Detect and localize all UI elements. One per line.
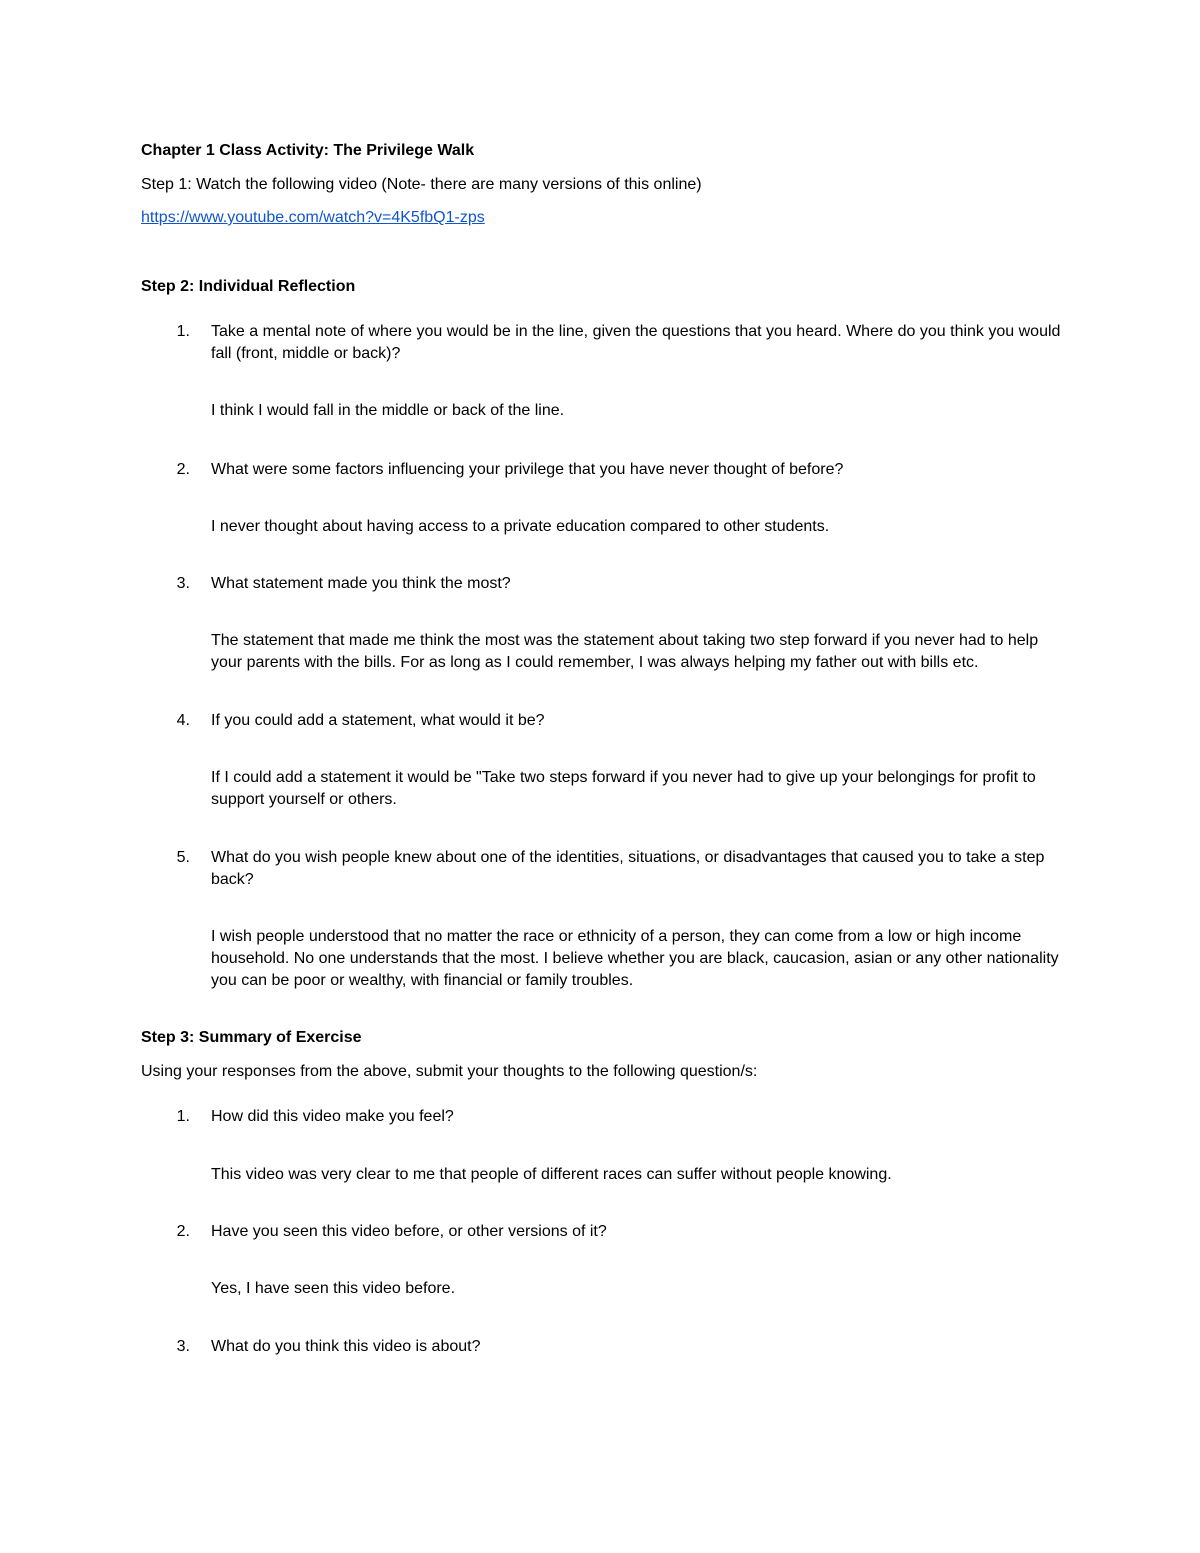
list-number: 5. [176, 849, 190, 866]
list-number: 2. [176, 1223, 190, 1240]
list-number: 1. [176, 1108, 190, 1125]
answer-text: If I could add a statement it would be "Take two steps forward if you never had to give up your belongings for profit to support yourself or others. [211, 769, 1036, 808]
answer-text: I never thought about having access to a private education compared to other students. [211, 518, 830, 535]
answer-text: This video was very clear to me that people of different races can suffer without people knowing. [211, 1166, 892, 1183]
question-text: Have you seen this video before, or other versions of it? [211, 1223, 607, 1240]
page-title: Chapter 1 Class Activity: The Privilege Walk [141, 142, 475, 159]
video-link[interactable]: https://www.youtube.com/watch?v=4K5fbQ1-zps [141, 209, 485, 226]
answer-text: The statement that made me think the most was the statement about taking two step forward if you never had to help your parents with the bills. For as long as I could remember, I was always helping my father out with bills etc. [211, 632, 1039, 671]
question-text: What were some factors influencing your privilege that you have never thought of before? [211, 461, 844, 478]
question-text: How did this video make you feel? [211, 1108, 454, 1125]
list-number: 3. [176, 1338, 190, 1355]
step3-intro: Using your responses from the above, submit your thoughts to the following question/s: [141, 1063, 758, 1080]
question-text: What statement made you think the most? [211, 575, 511, 592]
list-number: 2. [176, 461, 190, 478]
list-number: 3. [176, 575, 190, 592]
answer-text: I think I would fall in the middle or back of the line. [211, 402, 565, 419]
step3-heading: Step 3: Summary of Exercise [141, 1029, 362, 1046]
question-text: Take a mental note of where you would be in the line, given the questions that you heard. Where do you think you would fall (front, middle or back)? [211, 323, 1061, 362]
list-number: 1. [176, 323, 190, 340]
step1-text: Step 1: Watch the following video (Note- there are many versions of this online) [141, 176, 702, 193]
question-text: What do you think this video is about? [211, 1338, 481, 1355]
question-text: What do you wish people knew about one of the identities, situations, or disadvantages that caused you to take a step back? [211, 849, 1045, 888]
answer-text: I wish people understood that no matter the race or ethnicity of a person, they can come from a low or high income household. No one understands that the most. I believe whether you are black, caucasion, asian or any other nationality you can be poor or wealthy, with financial or family troubles. [211, 928, 1059, 989]
answer-text: Yes, I have seen this video before. [211, 1280, 456, 1297]
step2-heading: Step 2: Individual Reflection [141, 278, 356, 295]
list-number: 4. [176, 712, 190, 729]
question-text: If you could add a statement, what would it be? [211, 712, 545, 729]
